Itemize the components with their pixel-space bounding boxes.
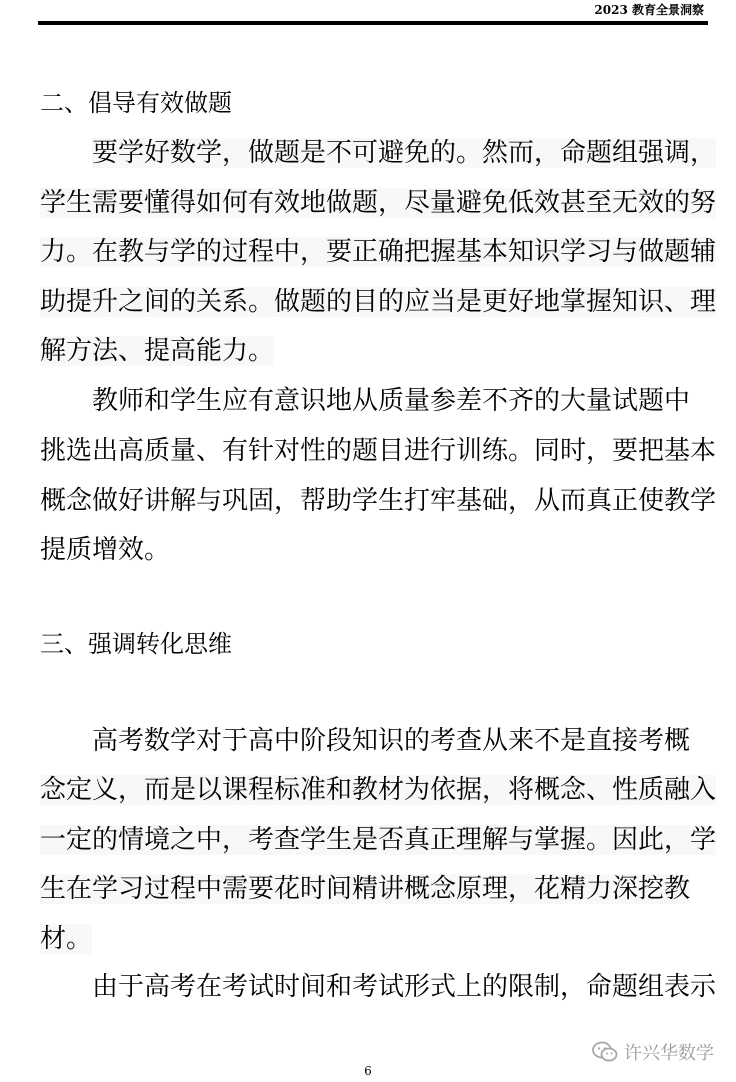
watermark bbox=[592, 1040, 714, 1064]
wechat-icon bbox=[592, 1041, 618, 1063]
paragraph-line: 助提升之间的关系。做题的目的应当是更好地掌握知识、理 bbox=[40, 287, 717, 317]
paragraph-line: 提质增效。 bbox=[40, 535, 171, 565]
paragraph-line: 学生需要懂得如何有效地做题，尽量避免低效甚至无效的努 bbox=[40, 188, 717, 218]
paragraph-line: 材。 bbox=[40, 924, 93, 954]
header-title: 2023 教育全景洞察 bbox=[594, 3, 704, 17]
page-number: 6 bbox=[364, 1064, 372, 1078]
paragraph-line: 解方法、提高能力。 bbox=[40, 336, 275, 366]
paragraph-line: 要学好数学，做题是不可避免的。然而，命题组强调， bbox=[92, 138, 717, 168]
section-heading: 三、强调转化思维 bbox=[40, 630, 232, 658]
paragraph-line: 由于高考在考试时间和考试形式上的限制，命题组表示 bbox=[92, 972, 717, 1002]
paragraph-line: 挑选出高质量、有针对性的题目进行训练。同时，要把基本 bbox=[40, 436, 717, 466]
paragraph-line: 教师和学生应有意识地从质量参差不齐的大量试题中 bbox=[92, 386, 691, 416]
section-heading: 二、倡导有效做题 bbox=[40, 89, 232, 117]
paragraph-line: 高考数学对于高中阶段知识的考查从来不是直接考概 bbox=[92, 726, 691, 756]
paragraph-line: 生在学习过程中需要花时间精讲概念原理，花精力深挖教 bbox=[40, 874, 691, 904]
paragraph-line: 一定的情境之中，考查学生是否真正理解与掌握。因此，学 bbox=[40, 825, 717, 855]
paragraph-line: 念定义，而是以课程标准和教材为依据，将概念、性质融入 bbox=[40, 775, 717, 805]
watermark-text: 许兴华数学 bbox=[624, 1043, 714, 1064]
paragraph-line: 概念做好讲解与巩固，帮助学生打牢基础，从而真正使教学 bbox=[40, 486, 717, 516]
paragraph-line: 力。在教与学的过程中，要正确把握基本知识学习与做题辅 bbox=[40, 237, 717, 267]
header-rule bbox=[38, 21, 708, 25]
